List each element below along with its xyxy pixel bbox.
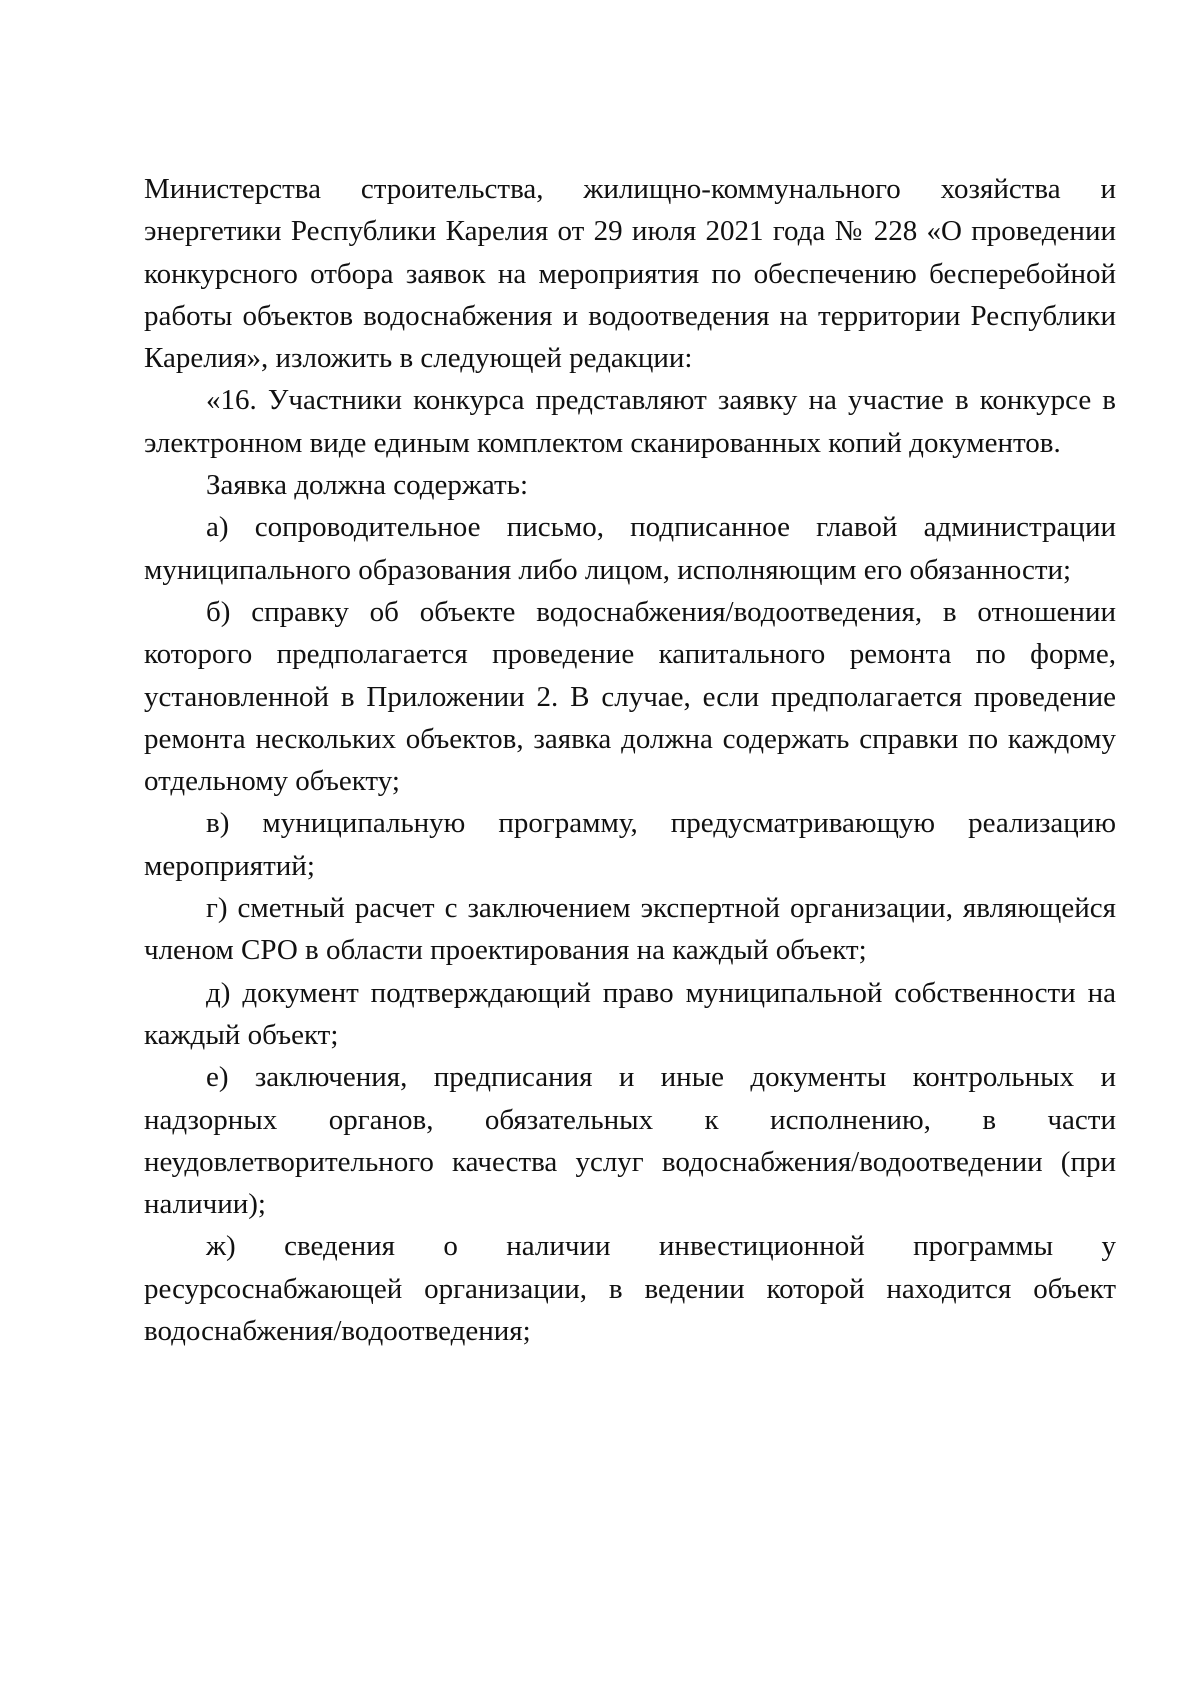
list-item-g: г) сметный расчет с заключением экспертной организации, являющейся членом СРО в области проектирования на каждый объект; <box>144 892 1116 967</box>
list-item-e: е) заключения, предписания и иные документы контрольных и надзорных органов, обязательных к исполнению, в части неудовлетворительного качества услуг водоснабжения/водоотведении (при наличии); <box>144 1061 1116 1221</box>
paragraph-application-contents: Заявка должна содержать: <box>206 469 529 502</box>
paragraph-order-reference: Министерства строительства, жилищно-коммунального хозяйства и энергетики Республики Карелия от 29 июля 2021 года № 228 «О проведении конкурсного отбора заявок на мероприятия по обеспечению бесперебойной работы объектов водоснабжения и водоотведения на территории Республики Карелия», изложить в следующей редакции: <box>144 173 1116 375</box>
list-item-a: а) сопроводительное письмо, подписанное главой администрации муниципального образования либо лицом, исполняющим его обязанности; <box>144 511 1116 586</box>
list-item-v: в) муниципальную программу, предусматривающую реализацию мероприятий; <box>144 807 1116 882</box>
list-item-d: д) документ подтверждающий право муниципальной собственности на каждый объект; <box>144 976 1116 1051</box>
list-item-zh: ж) сведения о наличии инвестиционной программы у ресурсоснабжающей организации, в ведении которой находится объект водоснабжения/водоотведения; <box>144 1230 1116 1348</box>
list-item-b: б) справку об объекте водоснабжения/водоотведения, в отношении которого предполагается проведение капитального ремонта по форме, установленной в Приложении 2. В случае, если предполагается проведение ремонта нескольких объектов, заявка должна содержать справки по каждому отдельному объекту; <box>144 595 1116 798</box>
paragraph-clause-16: «16. Участники конкурса представляют заявку на участие в конкурсе в электронном виде единым комплектом сканированных копий документов. <box>144 384 1116 459</box>
